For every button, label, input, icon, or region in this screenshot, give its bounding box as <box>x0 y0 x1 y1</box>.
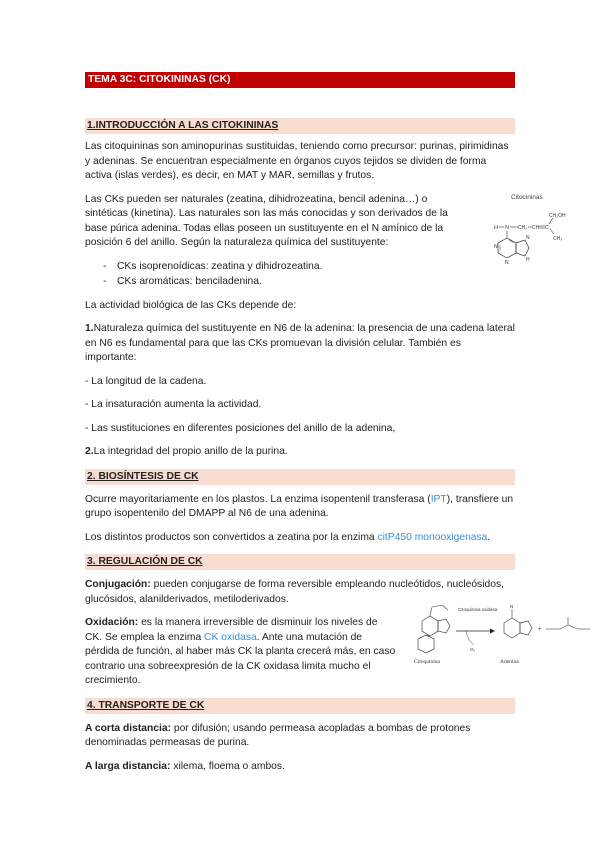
figure-caption: Citocininas <box>511 194 543 201</box>
svg-text:N: N <box>526 235 530 241</box>
svg-text:C: C <box>545 225 549 231</box>
section-heading-regulation: 3. REGULACIÓN DE CK <box>85 554 515 570</box>
document-title: TEMA 3C: CITOKININAS (CK) <box>85 72 515 88</box>
oxidation-paragraph: Oxidación: es la manera irreversible de disminuir los niveles de CK. Se emplea la enzima CK oxidasa. Ante una mutación de pérdida de función, al haber más CK la planta crecerá más, en caso contrario una sobreexpresión de la CK oxidasa limita mucho el crecimiento. <box>85 617 396 686</box>
svg-text:N: N <box>505 260 509 266</box>
intro-paragraph-2: Las CKs pueden ser naturales (zeatina, dihidrozeatina, bencil adenina…) o sintéticas (kinetina). Las naturales son las más conocidas y son derivados de la base púrica adenina. Todas ellas poseen un sustituyente en el N amínico de la posición 6 del anillo. Según la naturaleza química del sustituyente: <box>85 193 448 248</box>
biosynthesis-paragraph-2: Los distintos productos son convertidos a zeatina por la enzima citP450 monooxigenasa. <box>85 531 491 543</box>
section-heading-transport: 4. TRANSPORTE DE CK <box>85 698 515 714</box>
svg-text:N: N <box>494 244 498 250</box>
activity-point-1: 1.Naturaleza química del sustituyente en N6 de la adenina: la presencia de una cadena lateral en N6 es fundamental para que las CKs promuevan la división celular. También es importante: <box>85 323 515 363</box>
cofactor-label: O₂ <box>470 647 476 652</box>
svg-text:CH₂: CH₂ <box>518 225 528 231</box>
left-caption: Citoquinina <box>414 659 440 665</box>
short-distance-paragraph: A corta distancia: por difusión; usando permeasa acopladas a bombas de protones denominadas permeasas de purina. <box>85 722 471 748</box>
svg-text:CH₃: CH₃ <box>553 236 563 242</box>
dash-item-2: - La insaturación aumenta la actividad. <box>85 399 262 410</box>
section-heading-intro: 1.INTRODUCCIÓN A LAS CITOKININAS <box>85 118 515 134</box>
svg-text:+: + <box>538 627 542 633</box>
dash-item-1: - La longitud de la cadena. <box>85 375 207 387</box>
intro-paragraph-1: Las citoquininas son aminopurinas sustituidas, teniendo como precursor: purinas, pirimidinas y adeninas. Se encuentran especialmente en órganos cuyos tejidos se dividen de forma activa (islas verdes), es decir, en MAT y MAR, semillas y frutos. <box>85 141 509 181</box>
ck-oxidase-reaction-figure <box>408 601 594 669</box>
list-item: - CKs isoprenoídicas: zeatina y dihidrozeatina. <box>85 260 515 275</box>
long-distance-paragraph: A larga distancia: xilema, floema o ambos. <box>85 760 285 772</box>
cytp450-link[interactable]: citP450 monooxigenasa <box>377 531 488 543</box>
enzyme-label: Citoquinina oxidasa <box>458 607 498 612</box>
conjugation-paragraph: Conjugación: pueden conjugarse de forma reversible empleando nucleótidos, nucleósidos, glucósidos, alanilderivados, metiloderivados. <box>85 579 504 605</box>
right-caption: Adenina <box>500 659 519 665</box>
svg-text:H: H <box>526 257 530 263</box>
ipt-link[interactable]: IPT <box>430 493 447 505</box>
ck-oxidasa-link[interactable]: CK oxidasa <box>204 631 257 643</box>
svg-text:CH: CH <box>532 225 540 231</box>
biosynthesis-paragraph-1: Ocurre mayoritariamente en los plastos. La enzima isopentenil transferasa (IPT), transfiere un grupo isopentenilo del DMAPP al N6 de una adenina. <box>85 493 514 519</box>
section-heading-biosynthesis: 2. BIOSÍNTESIS DE CK <box>85 469 515 485</box>
svg-text:N: N <box>505 225 509 231</box>
dash-item-3: - Las sustituciones en diferentes posiciones del anillo de la adenina, <box>85 422 396 434</box>
svg-text:CH₂OH: CH₂OH <box>549 213 566 219</box>
activity-point-2: 2.La integridad del propio anillo de la purina. <box>85 446 288 457</box>
svg-text:H: H <box>494 225 498 231</box>
activity-intro: La actividad biológica de las CKs depende de: <box>85 299 297 311</box>
svg-text:N: N <box>510 604 514 609</box>
list-item: - CKs aromáticas: benciladenina. <box>85 275 515 290</box>
cytokinin-structure-figure <box>491 190 581 270</box>
document-page <box>85 72 515 783</box>
ck-types-list <box>85 260 515 290</box>
